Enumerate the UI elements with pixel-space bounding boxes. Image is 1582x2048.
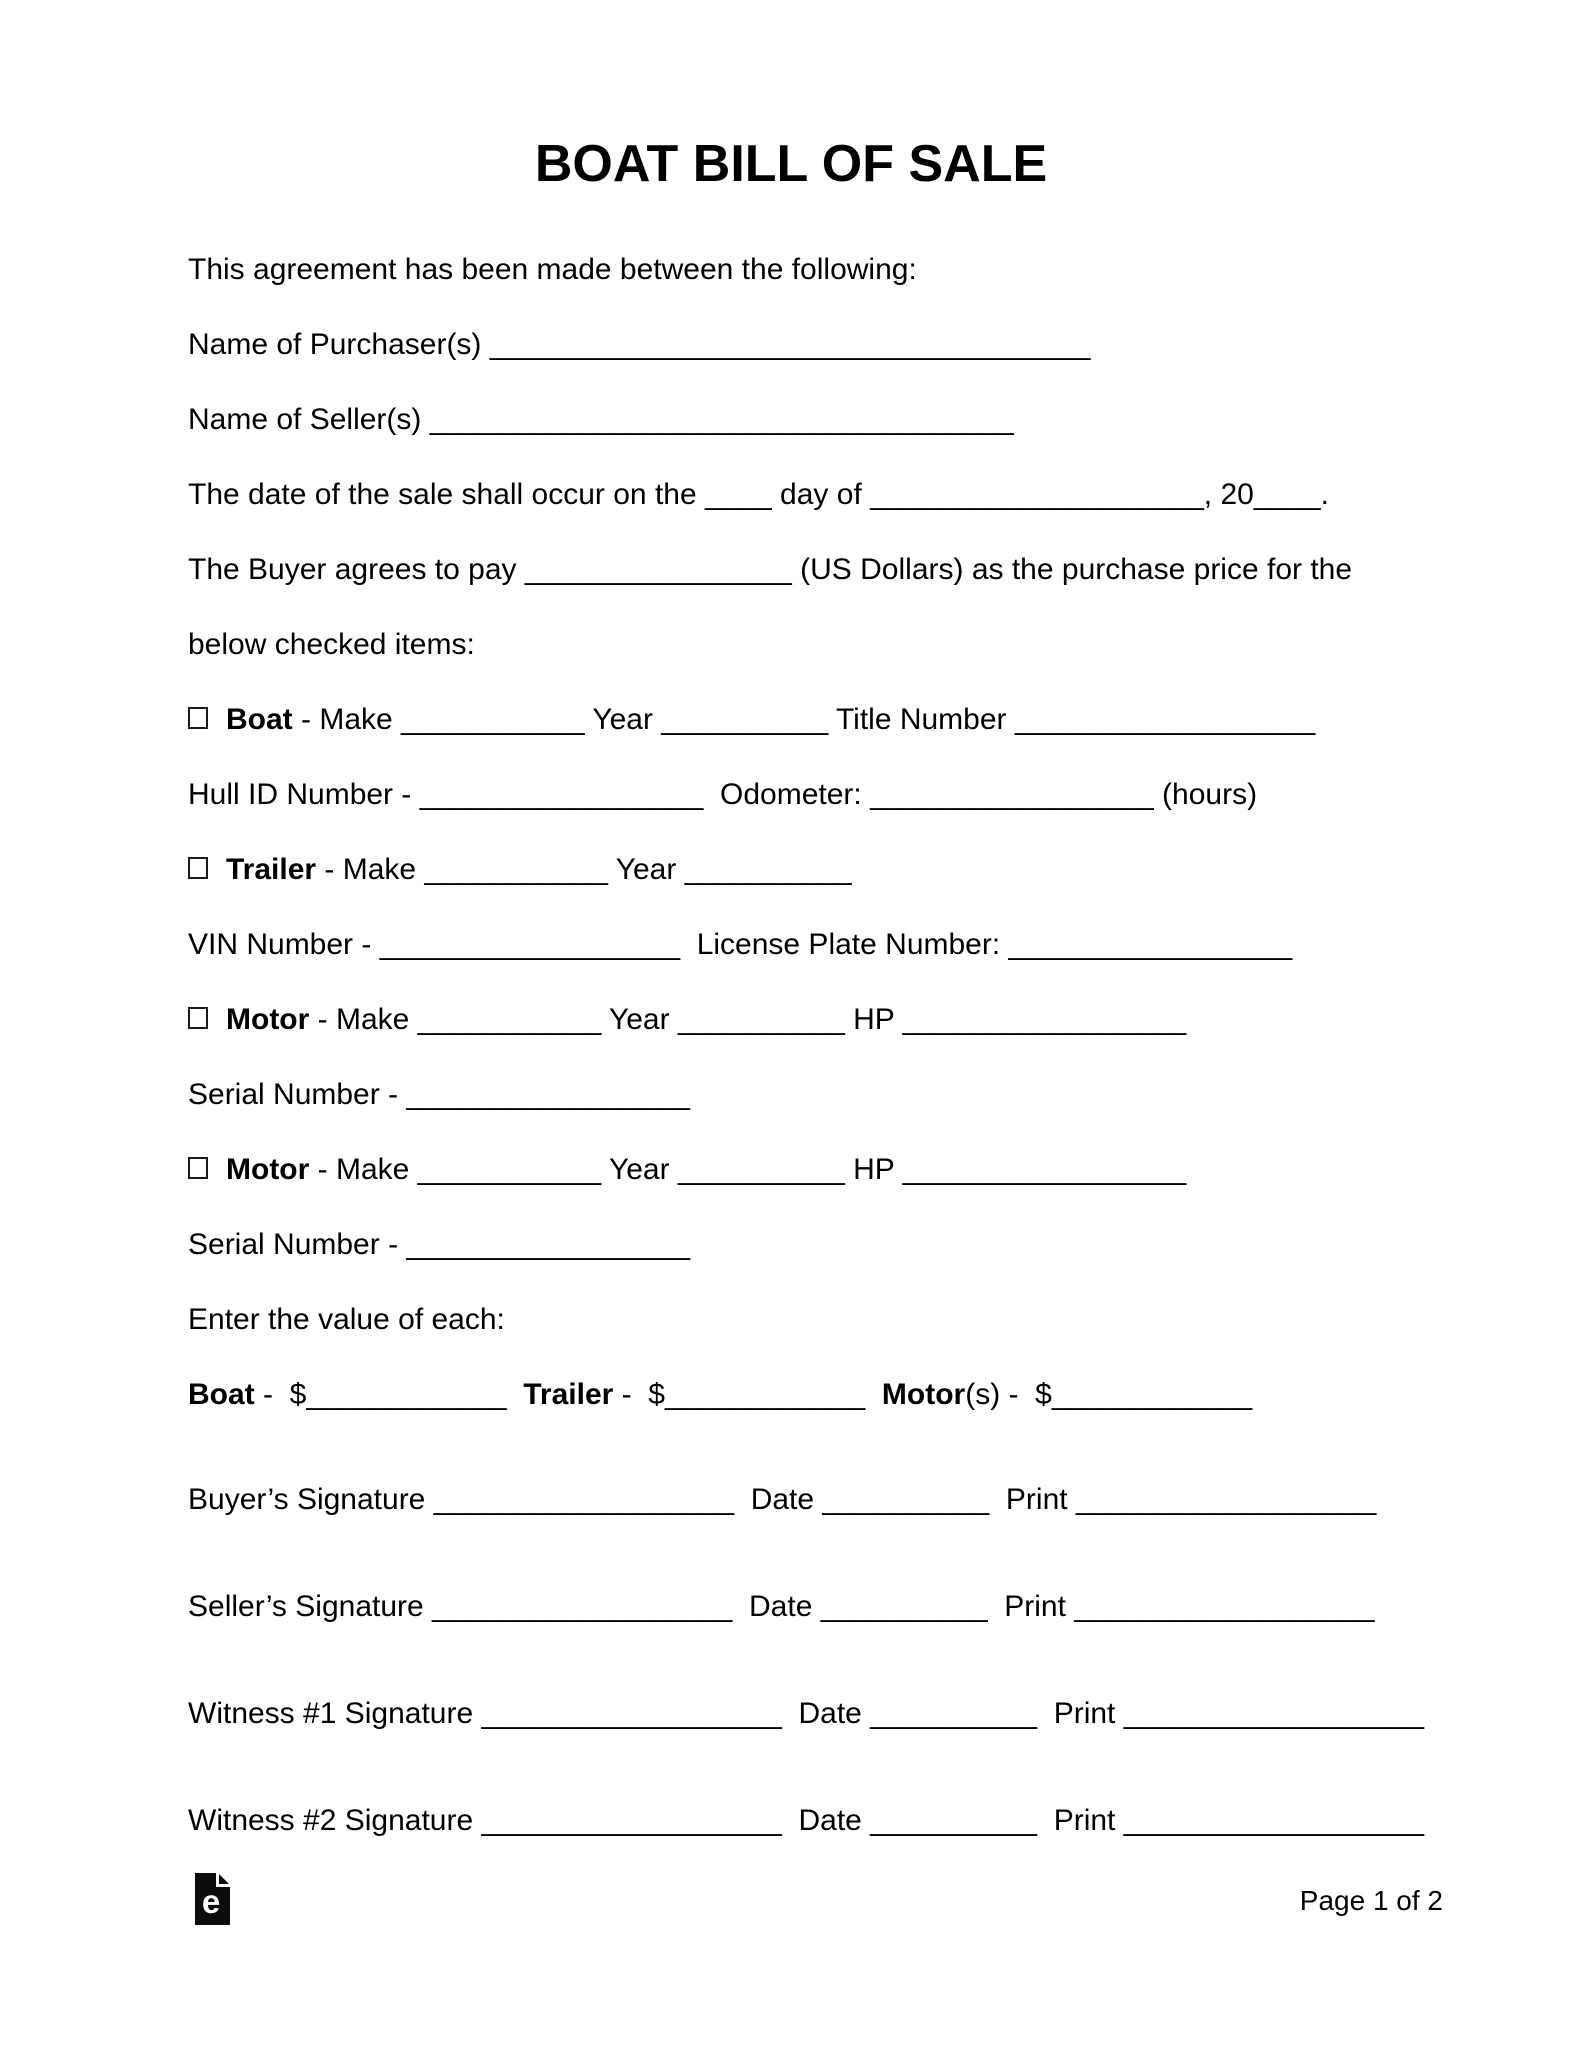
motor-item-fields-2: - Make ___________ Year __________ HP _________________ [309, 1153, 1187, 1186]
eforms-document-logo-icon [195, 1873, 230, 1925]
value-motor-label: Motor [881, 1378, 966, 1411]
trailer-item-fields: - Make ___________ Year __________ [316, 853, 852, 886]
witness2-signature-line: Witness #2 Signature __________________ Date __________ Print __________________ [188, 1804, 1425, 1837]
trailer-checkbox-icon [188, 857, 208, 879]
intro-line: This agreement has been made between the following: [188, 253, 917, 286]
trailer-item-label: Trailer [226, 853, 317, 886]
document-title: BOAT BILL OF SALE [534, 135, 1048, 193]
payment-line-continued: below checked items: [188, 628, 475, 661]
value-boat-blank: - $____________ [254, 1378, 524, 1411]
values-line [188, 1377, 1252, 1413]
seller-signature-line: Seller’s Signature __________________ Date __________ Print __________________ [188, 1590, 1375, 1623]
vin-line: VIN Number - __________________ License Plate Number: _________________ [188, 928, 1293, 961]
boat-item-fields: - Make ___________ Year __________ Title Number __________________ [292, 703, 1316, 736]
motor-item-line-2 [188, 1152, 1186, 1188]
page-number-label: Page 1 of 2 [1299, 1885, 1443, 1916]
boat-item-line [188, 702, 1315, 738]
value-boat-label: Boat [188, 1378, 255, 1411]
trailer-item-line [188, 852, 852, 888]
payment-line: The Buyer agrees to pay ________________ (US Dollars) as the purchase price for the [188, 553, 1353, 586]
value-trailer-blank: - $____________ [613, 1378, 882, 1411]
motor-item-label-1: Motor [226, 1003, 310, 1036]
hull-id-line: Hull ID Number - _________________ Odometer: _________________ (hours) [188, 778, 1258, 811]
witness1-signature-line: Witness #1 Signature __________________ Date __________ Print __________________ [188, 1697, 1425, 1730]
serial-number-line-1: Serial Number - _________________ [188, 1078, 691, 1111]
motor-checkbox-icon-1 [188, 1007, 208, 1029]
motor-checkbox-icon-2 [188, 1157, 208, 1179]
value-motor-blank: (s) - $____________ [965, 1378, 1253, 1411]
value-trailer-label: Trailer [523, 1378, 614, 1411]
serial-number-line-2: Serial Number - _________________ [188, 1228, 691, 1261]
motor-item-line-1 [188, 1002, 1186, 1038]
motor-item-fields-1: - Make ___________ Year __________ HP _________________ [309, 1003, 1187, 1036]
seller-name-line: Name of Seller(s) ___________________________________ [188, 403, 1014, 436]
logo-letter: e [201, 1883, 221, 1920]
motor-item-label-2: Motor [226, 1153, 310, 1186]
purchaser-name-line: Name of Purchaser(s) ____________________________________ [188, 328, 1091, 361]
boat-item-label: Boat [226, 703, 293, 736]
sale-date-line: The date of the sale shall occur on the ____ day of ____________________, 20____. [188, 478, 1329, 511]
boat-checkbox-icon [188, 707, 208, 729]
buyer-signature-line: Buyer’s Signature __________________ Date __________ Print __________________ [188, 1483, 1377, 1516]
values-intro-line: Enter the value of each: [188, 1303, 505, 1336]
